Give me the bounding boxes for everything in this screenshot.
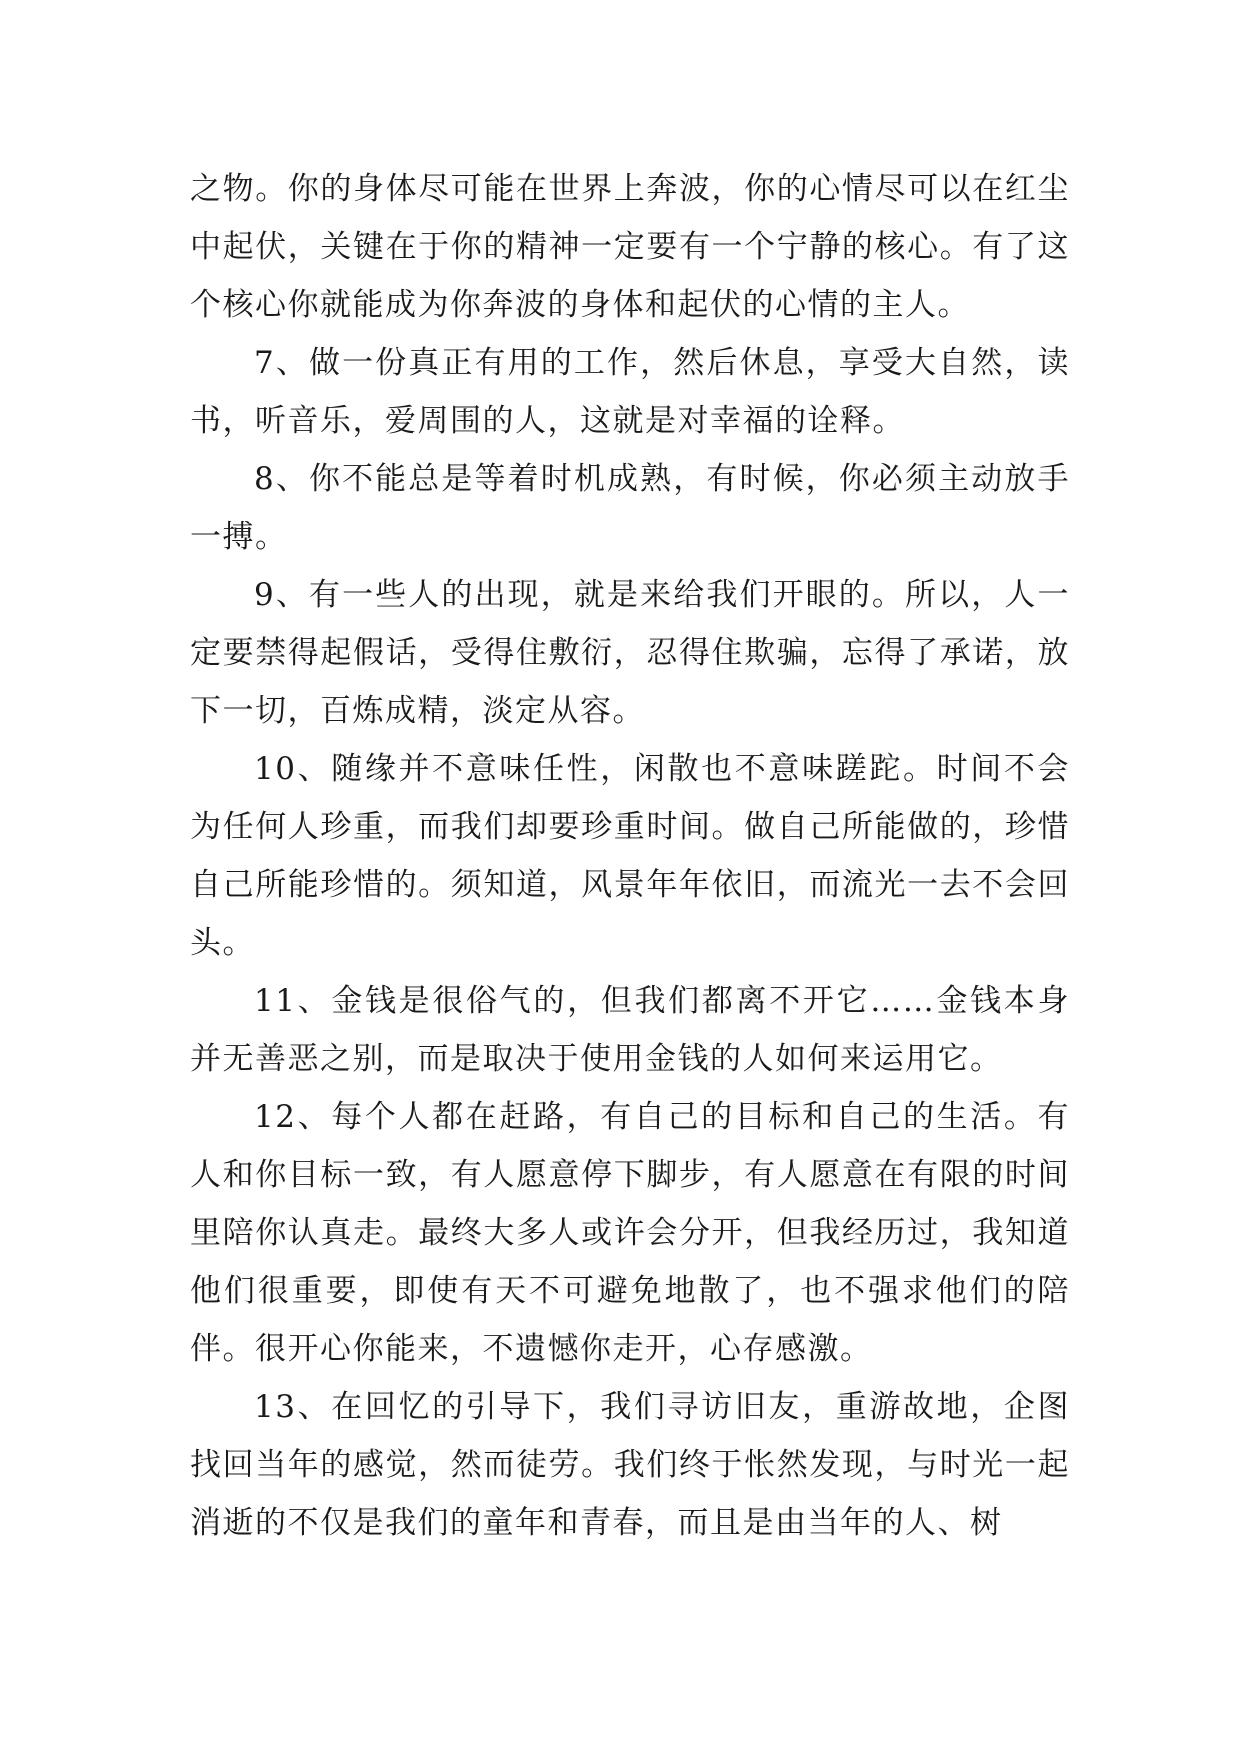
paragraph-continuation: 之物。你的身体尽可能在世界上奔波，你的心情尽可以在红尘中起伏，关键在于你的精神一定要有一个宁静的核心。有了这个核心你就能成为你奔波的身体和起伏的心情的主人。 xyxy=(190,171,1070,323)
paragraph-item-11: 11、金钱是很俗气的，但我们都离不开它……金钱本身并无善恶之别，而是取决于使用金钱的人如何来运用它。 xyxy=(190,983,1070,1077)
paragraph-item-10: 10、随缘并不意味任性，闲散也不意味蹉跎。时间不会为任何人珍重，而我们却要珍重时间。做自己所能做的，珍惜自己所能珍惜的。须知道，风景年年依旧，而流光一去不会回头。 xyxy=(190,751,1070,961)
paragraph-item-7: 7、做一份真正有用的工作，然后休息，享受大自然，读书，听音乐，爱周围的人，这就是对幸福的诠释。 xyxy=(190,345,1070,439)
paragraph-item-12: 12、每个人都在赶路，有自己的目标和自己的生活。有人和你目标一致，有人愿意停下脚步，有人愿意在有限的时间里陪你认真走。最终大多人或许会分开，但我经历过，我知道他们很重要，即使有天不可避免地散了，也不强求他们的陪伴。很开心你能来，不遗憾你走开，心存感激。 xyxy=(190,1099,1070,1367)
paragraph-item-9: 9、有一些人的出现，就是来给我们开眼的。所以，人一定要禁得起假话，受得住敷衍，忍得住欺骗，忘得了承诺，放下一切，百炼成精，淡定从容。 xyxy=(190,577,1070,729)
paragraph-item-8: 8、你不能总是等着时机成熟，有时候，你必须主动放手一搏。 xyxy=(190,461,1070,555)
document-body xyxy=(190,160,1070,1552)
paragraph-item-13: 13、在回忆的引导下，我们寻访旧友，重游故地，企图找回当年的感觉，然而徒劳。我们终于怅然发现，与时光一起消逝的不仅是我们的童年和青春，而且是由当年的人、树 xyxy=(190,1389,1070,1541)
